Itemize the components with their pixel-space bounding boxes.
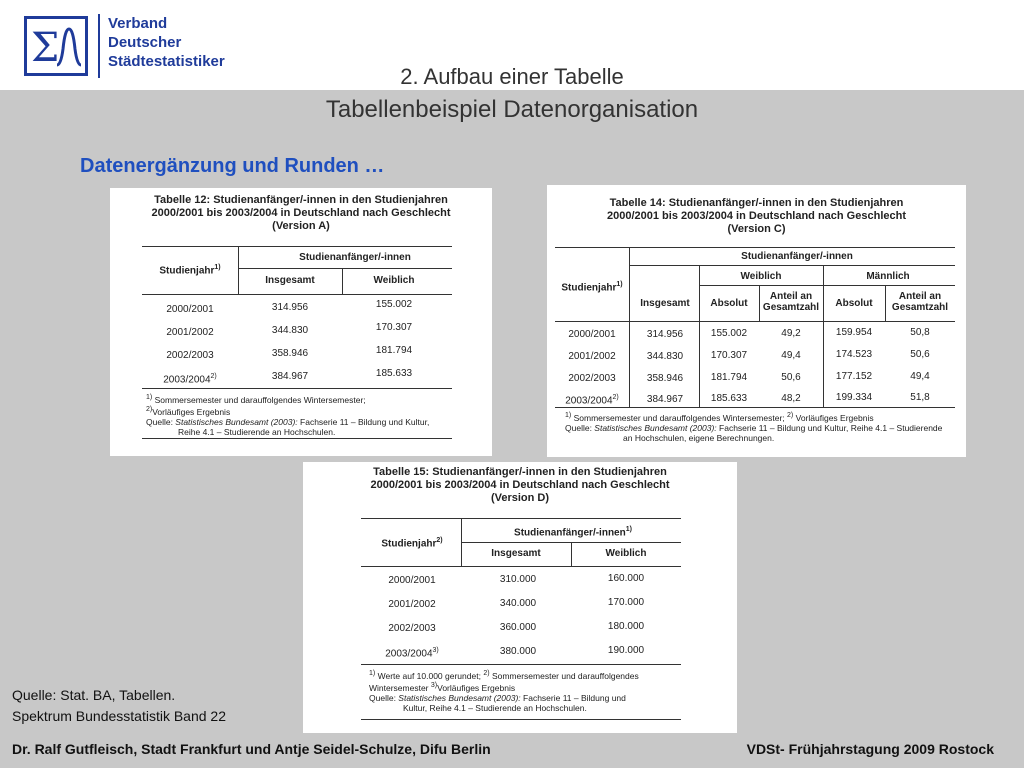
- col-female-header: Weiblich: [373, 275, 415, 286]
- source-note: Quelle: Stat. BA, Tabellen. Spektrum Bundesstatistik Band 22: [12, 687, 227, 724]
- table-c-row-3-female-abs: 181.794: [710, 372, 748, 383]
- col-total-header: Insgesamt: [491, 548, 541, 559]
- table-a-row-2-female: 170.307: [375, 322, 413, 333]
- table-a-footnotes: $^{1)}$ Sommersemester und darauffolgendes Wintersemester; $^{2)}$Vorläufiges Ergebnis Quelle: Statistisches Bundesamt (2003): Fachserie 11 – Bildung und Kultur, Reihe 4.1 – Studierende an Hochschulen.: [146, 394, 430, 437]
- table-c-footnotes: $^{1)}$ Sommersemester und darauffolgendes Wintersemester; $^{2)}$ Vorläufiges Ergebnis Quelle: Statistisches Bundesamt (2003): Fachserie 11 – Bildung und Kultur, Reihe 4.1 – Studierende an Hochschulen, eigene Berechnungen.: [565, 412, 943, 443]
- col-male-group-header: Männlich: [866, 271, 910, 282]
- col-year-header: Studienjahr$^{2)}$: [381, 537, 443, 550]
- table-d-row-4-female: 190.000: [607, 645, 645, 656]
- col-total-header: Insgesamt: [640, 298, 690, 309]
- table-c-row-1-male-share: 50,8: [910, 327, 930, 338]
- table-d-row-1-female: 160.000: [607, 573, 645, 584]
- table-a-row-3-female: 181.794: [375, 345, 413, 356]
- table-d-footnotes: $^{1)}$ Werte auf 10.000 gerundet; $^{2)}$ Sommersemester und darauffolgendes Wintersemester $^{3)}$Vorläufiges Ergebnis Quelle: Statistisches Bundesamt (2003): Fachserie 11 – Bildung und Kultur, Reihe 4.1 – Studierende an Hochschulen.: [369, 670, 639, 713]
- table-version-c: [547, 185, 966, 457]
- table-d-row-3-total: 360.000: [499, 622, 537, 633]
- table-c-row-1-male-abs: 159.954: [835, 327, 873, 338]
- table-c-row-3-male-share: 49,4: [910, 371, 930, 382]
- table-c-row-3-year: 2002/2003: [568, 373, 616, 384]
- table-c-row-2-year: 2001/2002: [568, 351, 616, 362]
- slide-subtitle: Tabellenbeispiel Datenorganisation: [325, 96, 699, 123]
- svg-text:Σ: Σ: [31, 25, 60, 71]
- table-c-row-4-female-abs: 185.633: [710, 393, 748, 404]
- table-a-row-2-year: 2001/2002: [166, 327, 214, 338]
- table-c-row-2-male-abs: 174.523: [835, 349, 873, 360]
- table-a-row-4-total: 384.967: [271, 371, 309, 382]
- table-a-row-2-total: 344.830: [271, 325, 309, 336]
- table-d-row-2-total: 340.000: [499, 598, 537, 609]
- table-a-row-1-total: 314.956: [271, 302, 309, 313]
- table-c-row-3-male-abs: 177.152: [835, 371, 873, 382]
- table-d-row-3-year: 2002/2003: [388, 623, 436, 634]
- col-female-header: Weiblich: [605, 548, 647, 559]
- logo-line-2: Deutscher: [108, 34, 182, 51]
- logo-line-3: Städtestatistiker: [108, 53, 225, 70]
- table-d-row-4-year: 2003/2004$^{3)}$: [385, 647, 439, 660]
- col-male-abs-header: Absolut: [835, 298, 873, 309]
- table-c-row-4-male-abs: 199.334: [835, 392, 873, 403]
- table-d-title: Tabelle 15: Studienanfänger/-innen in den Studienjahren 2000/2001 bis 2003/2004 in Deutschland nach Geschlecht (Version D): [370, 466, 670, 504]
- logo-line-1: Verband: [108, 15, 168, 32]
- table-a-title: Tabelle 12: Studienanfänger/-innen in den Studienjahren 2000/2001 bis 2003/2004 in Deutschland nach Geschlecht (Version A): [151, 194, 451, 232]
- table-d-row-2-year: 2001/2002: [388, 599, 436, 610]
- table-c-row-2-female-share: 49,4: [781, 350, 801, 361]
- table-a-row-3-total: 358.946: [271, 348, 309, 359]
- logo-text: [108, 14, 225, 71]
- table-c-row-4-male-share: 51,8: [910, 392, 930, 403]
- footer-event: VDSt- Frühjahrstagung 2009 Rostock: [746, 741, 994, 757]
- table-c-row-2-male-share: 50,6: [910, 349, 930, 360]
- col-group-header: Studienanfänger/-innen$^{1)}$: [514, 526, 632, 539]
- table-d-row-1-year: 2000/2001: [388, 575, 436, 586]
- table-version-a: [110, 188, 492, 456]
- table-c-row-4-female-share: 48,2: [781, 393, 801, 404]
- table-a-row-4-year: 2003/2004$^{2)}$: [163, 373, 217, 386]
- table-a-row-3-year: 2002/2003: [166, 350, 214, 361]
- footer-authors: Dr. Ralf Gutfleisch, Stadt Frankfurt und Antje Seidel-Schulze, Difu Berlin: [12, 741, 491, 757]
- table-c-row-1-female-abs: 155.002: [710, 328, 748, 339]
- table-c-row-1-female-share: 49,2: [781, 328, 801, 339]
- col-female-group-header: Weiblich: [740, 271, 782, 282]
- col-group-header: Studienanfänger/-innen: [741, 251, 853, 262]
- table-c-row-2-total: 344.830: [646, 351, 684, 362]
- section-heading: Datenergänzung und Runden …: [80, 155, 385, 177]
- slide-title: 2. Aufbau einer Tabelle: [400, 64, 624, 89]
- table-c-row-4-total: 384.967: [646, 394, 684, 405]
- table-c-row-4-year: 2003/2004$^{2)}$: [565, 394, 619, 407]
- table-c-title: Tabelle 14: Studienanfänger/-innen in den Studienjahren 2000/2001 bis 2003/2004 in Deutschland nach Geschlecht (Version C): [607, 197, 906, 235]
- table-d-row-1-total: 310.000: [499, 574, 537, 585]
- table-c-row-1-total: 314.956: [646, 329, 684, 340]
- table-a-row-1-year: 2000/2001: [166, 304, 214, 315]
- col-male-share-header: Anteil an Gesamtzahl: [891, 291, 949, 313]
- table-version-d: [303, 462, 737, 733]
- table-c-row-3-female-share: 50,6: [781, 372, 801, 383]
- col-female-abs-header: Absolut: [710, 298, 748, 309]
- table-d-row-3-female: 180.000: [607, 621, 645, 632]
- table-d-row-4-total: 380.000: [499, 646, 537, 657]
- col-year-header: Studienjahr$^{1)}$: [561, 281, 623, 294]
- table-c-row-1-year: 2000/2001: [568, 329, 616, 340]
- col-year-header: Studienjahr$^{1)}$: [159, 264, 221, 277]
- col-female-share-header: Anteil an Gesamtzahl: [762, 291, 820, 313]
- col-group-header: Studienanfänger/-innen: [299, 252, 411, 263]
- table-a-row-1-female: 155.002: [375, 299, 413, 310]
- table-c-row-3-total: 358.946: [646, 373, 684, 384]
- table-a-row-4-female: 185.633: [375, 368, 413, 379]
- table-c-row-2-female-abs: 170.307: [710, 350, 748, 361]
- table-d-row-2-female: 170.000: [607, 597, 645, 608]
- col-total-header: Insgesamt: [265, 275, 315, 286]
